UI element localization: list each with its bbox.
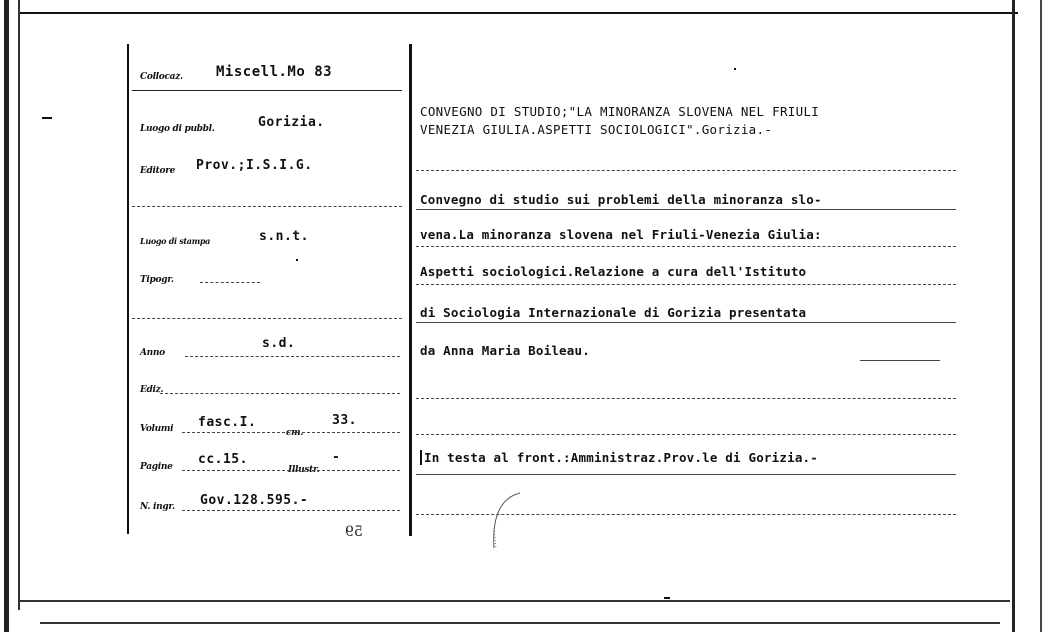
- field-label-publisher: Editore: [140, 166, 176, 176]
- field-rule: [182, 470, 400, 471]
- left-border-line-inner: [18, 0, 20, 610]
- field-rule: [182, 510, 400, 511]
- left-margin-line: [127, 44, 129, 534]
- left-border-line: [4, 0, 9, 632]
- description-line: da Anna Maria Boileau.: [420, 343, 590, 358]
- description-line: Aspetti sociologici.Relazione a cura dell'Istituto: [420, 264, 807, 279]
- bottom-border-line: [20, 600, 1010, 602]
- scan-speck: [664, 597, 670, 599]
- field-rule: [185, 356, 400, 357]
- field-value-place: Gorizia.: [258, 115, 325, 130]
- field-value-illustrations: -: [332, 450, 341, 465]
- field-value-volumes: fasc.I.: [198, 415, 257, 430]
- description-line: di Sociologia Internazionale di Gorizia presentata: [420, 305, 807, 320]
- content-rule: [416, 170, 956, 171]
- note-line: In testa al front.:Amministraz.Prov.le di Gorizia.-: [420, 450, 818, 465]
- content-rule: [416, 209, 956, 210]
- field-label-accession: N. ingr.: [140, 502, 175, 512]
- description-line: vena.La minoranza slovena nel Friuli-Venezia Giulia:: [420, 227, 822, 242]
- field-label-print-place: Luogo di stampa: [140, 236, 211, 246]
- field-value-cm: 33.: [332, 413, 357, 428]
- handwritten-page-mark: 59: [345, 524, 363, 540]
- center-divider-line: [409, 44, 412, 536]
- field-value-publisher: Prov.;I.S.I.G.: [196, 158, 313, 173]
- content-rule: [416, 246, 956, 247]
- field-rule: [132, 318, 402, 319]
- field-label-illustrations: Illustr.: [288, 465, 320, 475]
- content-rule: [416, 284, 956, 285]
- field-value-year: s.d.: [262, 336, 296, 351]
- field-rule: [132, 90, 402, 91]
- content-rule: [416, 434, 956, 435]
- right-border-line-outer: [1040, 0, 1042, 632]
- field-label-edition: Ediz.: [140, 385, 164, 395]
- bottom-border-line-2: [40, 622, 1000, 624]
- right-border-line: [1012, 0, 1015, 632]
- field-value-accession: Gov.128.595.-: [200, 493, 309, 508]
- content-rule: [416, 398, 956, 399]
- field-label-place: Luogo di pubbl.: [140, 124, 215, 134]
- field-rule: [160, 393, 400, 394]
- field-rule: [200, 282, 260, 283]
- content-rule: [416, 322, 956, 323]
- content-rule: [860, 360, 940, 361]
- scan-speck: [734, 68, 736, 70]
- field-label-volumes: Volumi: [140, 424, 174, 434]
- title-line: VENEZIA GIULIA.ASPETTI SOCIOLOGICI".Gorizia.-: [420, 122, 773, 137]
- field-label-printer: Tipogr.: [140, 275, 174, 285]
- field-value-print-place: s.n.t.: [259, 229, 309, 244]
- content-rule: [416, 474, 956, 475]
- field-rule: [132, 206, 402, 207]
- title-line: CONVEGNO DI STUDIO;"LA MINORANZA SLOVENA NEL FRIULI: [420, 104, 820, 119]
- scan-speck: [42, 117, 52, 119]
- field-value-pages: cc.15.: [198, 452, 248, 467]
- scan-speck: [296, 259, 298, 261]
- field-value-collocation: Miscell.Mo 83: [216, 64, 333, 80]
- field-rule: [182, 432, 400, 433]
- pencil-squiggle-mark: [480, 488, 530, 568]
- field-label-year: Anno: [140, 348, 165, 358]
- field-label-cm: cm.: [286, 428, 304, 438]
- description-line: Convegno di studio sui problemi della minoranza slo-: [420, 192, 822, 207]
- field-label-collocation: Collocaz.: [140, 72, 183, 82]
- field-label-pages: Pagine: [140, 462, 173, 472]
- top-border-line: [18, 12, 1018, 14]
